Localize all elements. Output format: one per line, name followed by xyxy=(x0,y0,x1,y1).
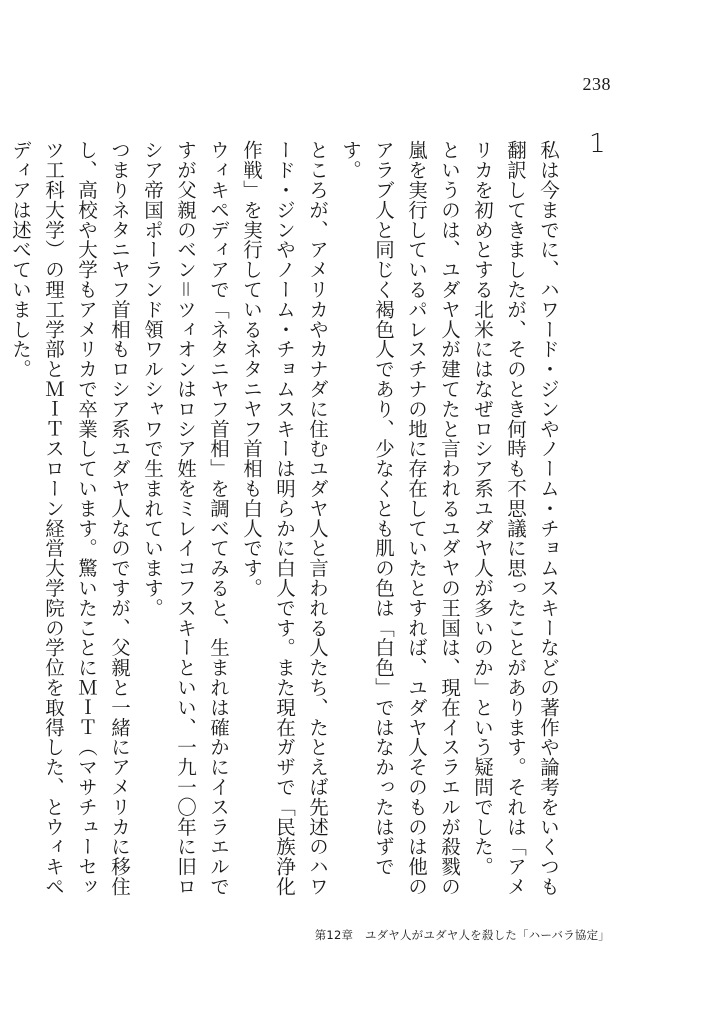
running-footer: 第12章 ユダヤ人がユダヤ人を殺した「ハーバラ協定」 xyxy=(314,928,610,942)
page-number: 238 xyxy=(582,74,611,94)
paragraph: つまりネタニヤフ首相もロシア系ユダヤ人なのですが、父親と一緒にアメリカに移住し、高校や大学もアメリカで卒業しています。驚いたことにＭＩＴ（マサチューセッツ工科大学）の理工学部とＭＩＴスローン経営大学院の学位を取得した、とウィキペディアは述べていました。 xyxy=(9,140,131,897)
section-number: 1 xyxy=(589,129,606,159)
paragraph xyxy=(0,140,4,898)
body-text xyxy=(9,140,565,898)
paragraph: 私は今までに、ハワード・ジンやノーム・チョムスキーなどの著作や論考をいくつも翻訳してきましたが、そのとき何時も不思議に思ったことがあります。それは「アメリカを初めとする北米にはなぜロシア系ユダヤ人が多いのか」という疑問でした。 xyxy=(471,140,560,897)
paragraph: ウィキペディアで「ネタニヤフ首相」を調べてみると、生まれは確かにイスラエルですが父親のベン＝ツィオンはロシア姓をミレイコフスキーといい、一九一〇年に旧ロシア帝国ポーランド領ワルシャワで生まれています。 xyxy=(141,140,230,897)
paragraph: ところが、アメリカやカナダに住むユダヤ人と言われる人たち、たとえば先述のハワード・ジンやノーム・チョムスキーは明らかに白人です。また現在ガザで「民族浄化作戦」を実行しているネタニヤフ首相も白人です。 xyxy=(240,140,329,897)
paragraph: というのは、ユダヤ人が建てたと言われるユダヤの王国は、現在イスラエルが殺戮の嵐を実行しているパレスチナの地に存在していたとすれば、ユダヤ人そのものは他のアラブ人と同じく褐色人であり、少なくとも肌の色は「白色」ではなかったはずです。 xyxy=(339,140,461,897)
